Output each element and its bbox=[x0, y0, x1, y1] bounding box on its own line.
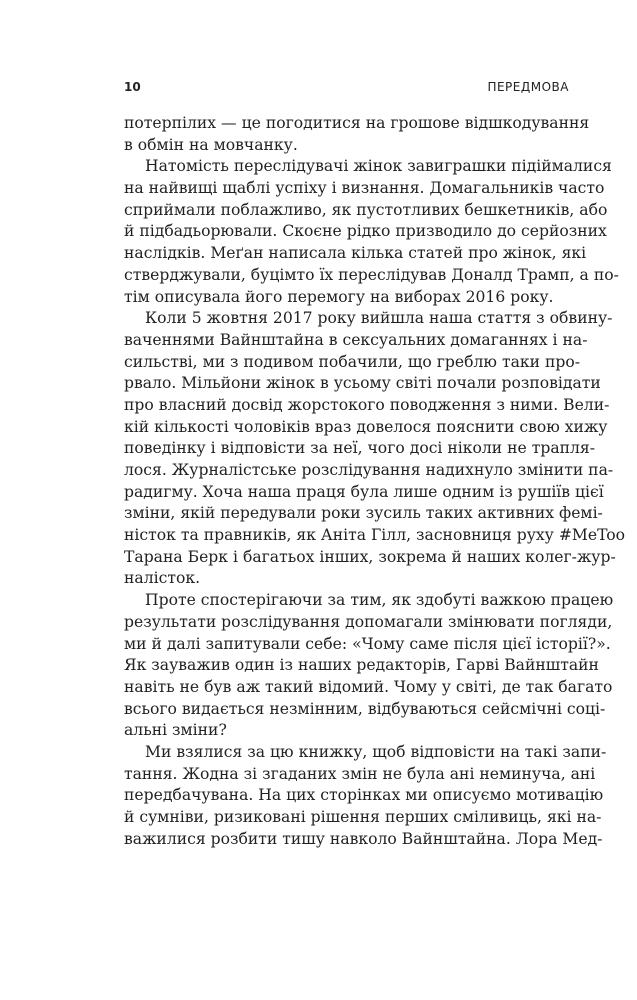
text-line: поведінку і відповісти за неї, чого досі ніколи не трапля- bbox=[124, 439, 596, 458]
text-line: Тарана Берк і багатьох інших, зокрема й наших колег-жур- bbox=[124, 547, 616, 566]
text-line: всього видається незмінним, відбуваються сейсмічні соці- bbox=[124, 699, 606, 718]
text-line: альні зміни? bbox=[124, 721, 227, 740]
page-number: 10 bbox=[124, 80, 141, 94]
running-title: ПЕРЕДМОВА bbox=[487, 80, 569, 94]
text-line: Коли 5 жовтня 2017 року вийшла наша стаття з обвину- bbox=[145, 309, 613, 328]
text-line: стверджували, буцімто їх переслідував Доналд Трамп, а по- bbox=[124, 265, 619, 284]
text-line: в обмін на мовчанку. bbox=[124, 135, 298, 154]
text-line: лося. Журналістське розслідування надихнуло змінити па- bbox=[124, 461, 614, 479]
text-line: на найвищі щаблі успіху і визнання. Домагальників часто bbox=[124, 179, 605, 198]
text-line: налісток. bbox=[124, 569, 201, 588]
text-line: ваченнями Вайнштайна в сексуальних домаганнях і на- bbox=[124, 330, 588, 349]
text-line: сильстві, ми з подивом побачили, що греблю таки про- bbox=[124, 352, 581, 371]
text-line: Натомість переслідувачі жінок завиграшки підіймалися bbox=[145, 157, 612, 176]
text-line: радигму. Хоча наша праця була лише одним із рушіїв цієї bbox=[124, 482, 604, 501]
text-line: ми й далі запитували себе: «Чому саме після цієї історії?». bbox=[124, 634, 611, 653]
text-line: Ми взялися за цю книжку, щоб відповісти на такі запи- bbox=[145, 742, 607, 761]
text-line: важилися розбити тишу навколо Вайнштайна. Лора Мед- bbox=[124, 829, 603, 848]
text-line: Проте спостерігаючи за тим, як здобуті важкою працею bbox=[145, 591, 614, 610]
text-line: передбачувана. На цих сторінках ми описуємо мотивацію bbox=[124, 786, 604, 805]
text-line: потерпілих — це погодитися на грошове відшкодування bbox=[124, 114, 590, 132]
text-line: наслідків. Меґан написала кілька статей про жінок, які bbox=[124, 244, 587, 263]
text-line: тання. Жодна зі згаданих змін не була ані неминуча, ані bbox=[124, 764, 596, 783]
text-line: результати розслідування допомагали змінювати погляди, bbox=[124, 612, 613, 631]
text-line: кій кількості чоловіків враз довелося пояснити свою хижу bbox=[124, 417, 608, 436]
text-line: про власний досвід жорстокого поводження з ними. Вели- bbox=[124, 395, 610, 414]
text-line: й підбадьорювали. Скоєне рідко призводило до серйозних bbox=[124, 222, 607, 241]
text-line: тім описувала його перемогу на виборах 2016 року. bbox=[124, 287, 554, 306]
text-line: рвало. Мільйони жінок в усьому світі почали розповідати bbox=[124, 374, 601, 393]
text-line: й сумніви, ризиковані рішення перших сміливиць, які на- bbox=[124, 808, 602, 826]
text-line: Як зауважив один із наших редакторів, Гарві Вайнштайн bbox=[124, 656, 599, 675]
text-line: зміни, якій передували роки зусиль таких активних фемі- bbox=[124, 504, 603, 523]
body-text bbox=[124, 113, 626, 850]
text-line: навіть не був аж такий відомий. Чому у світі, де так багато bbox=[124, 677, 613, 696]
text-line: ністок та правників, як Аніта Гілл, засновниця руху #MeToo bbox=[124, 526, 626, 545]
text-line: сприймали поблажливо, як пустотливих бешкетників, або bbox=[124, 200, 608, 219]
